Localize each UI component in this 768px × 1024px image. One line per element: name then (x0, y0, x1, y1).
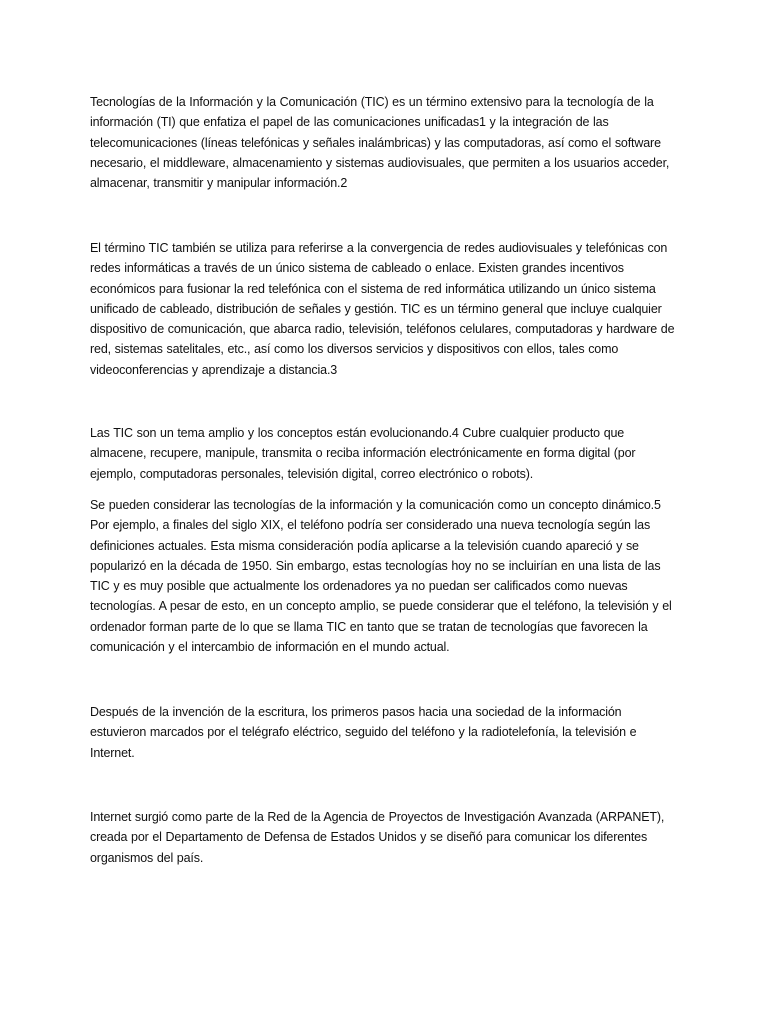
paragraph-tic-definition: Tecnologías de la Información y la Comunicación (TIC) es un término extensivo para la tecnología de la información (TI) que enfatiza el papel de las comunicaciones unificadas1 y la integración de las telecomunicaciones (líneas telefónicas y señales inalámbricas) y las computadoras, así como el software necesario, el middleware, almacenamiento y sistemas audiovisuales, que permiten a los usuarios acceder, almacenar, transmitir y manipular información.2 (90, 95, 670, 191)
paragraph-tic-convergence: El término TIC también se utiliza para referirse a la convergencia de redes audiovisuales y telefónicas con redes informáticas a través de un único sistema de cableado o enlace. Existen grandes incentivos económicos para fusionar la red telefónica con el sistema de red informática utilizando un único sistema unificado de cableado, distribución de señales y gestión. TIC es un término general que incluye cualquier dispositivo de comunicación, que abarca radio, televisión, teléfonos celulares, computadoras y hardware de red, sistemas satelitales, etc., así como los diversos servicios y dispositivos con ellos, tales como videoconferencias y aprendizaje a distancia.3 (90, 241, 675, 377)
paragraph-internet-arpanet: Internet surgió como parte de la Red de la Agencia de Proyectos de Investigación Avanzada (ARPANET), creada por el Departamento de Defensa de Estados Unidos y se diseñó para comunicar los diferentes organismos del país. (90, 810, 665, 865)
paragraph-tic-broad-topic: Las TIC son un tema amplio y los conceptos están evolucionando.4 Cubre cualquier producto que almacene, recupere, manipule, transmita o reciba información electrónicamente en forma digital (por ejemplo, computadoras personales, televisión digital, correo electrónico o robots). (90, 426, 636, 481)
paragraph-information-society-history: Después de la invención de la escritura, los primeros pasos hacia una sociedad de la información estuvieron marcados por el telégrafo eléctrico, seguido del teléfono y la radiotelefonía, la televisión e Internet. (90, 705, 637, 760)
paragraph-tic-dynamic-concept: Se pueden considerar las tecnologías de la información y la comunicación como un concepto dinámico.5 Por ejemplo, a finales del siglo XIX, el teléfono podría ser considerado una nueva tecnología según las definiciones actuales. Esta misma consideración podía aplicarse a la televisión cuando apareció y se popularizó en la década de 1950. Sin embargo, estas tecnologías hoy no se incluirían en una lista de las TIC y es muy posible que actualmente los ordenadores ya no puedan ser calificados como nuevas tecnologías. A pesar de esto, en un concepto amplio, se puede considerar que el teléfono, la televisión y el ordenador forman parte de lo que se llama TIC en tanto que se tratan de tecnologías que favorecen la comunicación y el intercambio de información en el mundo actual. (90, 498, 672, 655)
